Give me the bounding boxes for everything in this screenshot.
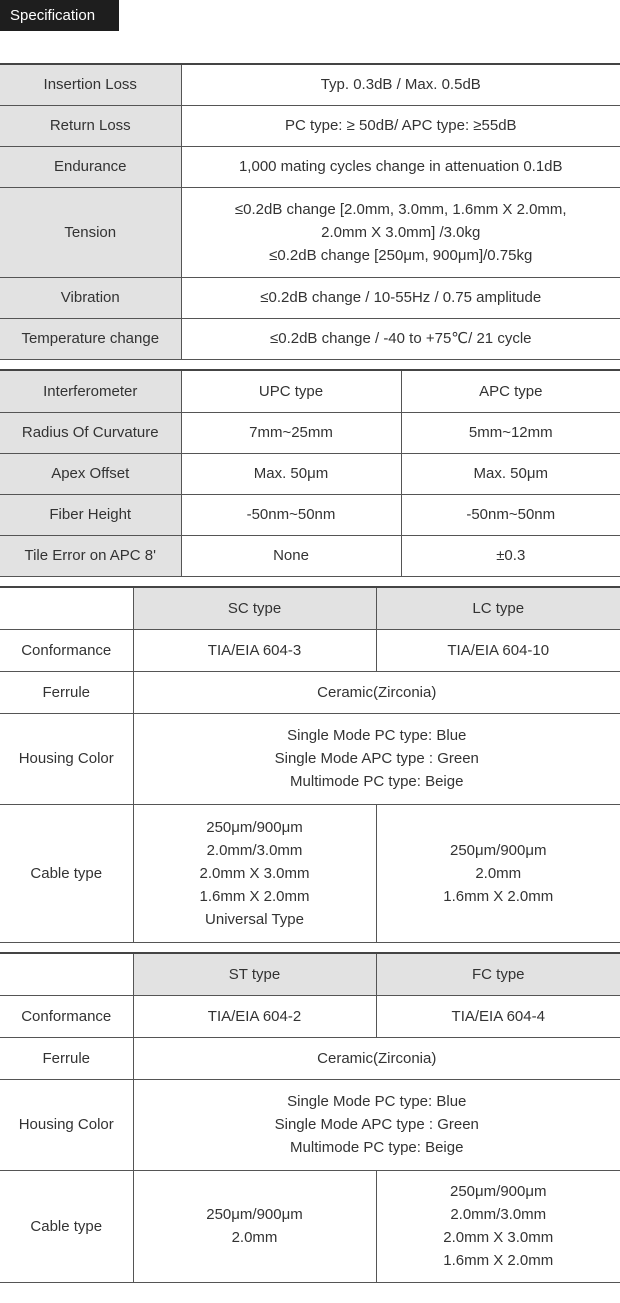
- header-empty: [0, 587, 133, 629]
- fc-value: 250μm/900μm 2.0mm/3.0mm 2.0mm X 3.0mm 1.6mm X 2.0mm: [376, 1170, 620, 1282]
- table-row: [0, 995, 620, 1037]
- sc-value: TIA/EIA 604-3: [133, 629, 376, 671]
- row-label: Ferrule: [0, 671, 133, 713]
- row-label: Return Loss: [0, 105, 181, 146]
- row-value: PC type: ≥ 50dB/ APC type: ≥55dB: [181, 105, 620, 146]
- row-label: Vibration: [0, 277, 181, 318]
- table-row: [0, 671, 620, 713]
- table-row: [0, 629, 620, 671]
- row-value: Typ. 0.3dB / Max. 0.5dB: [181, 64, 620, 105]
- row-label: Conformance: [0, 995, 133, 1037]
- row-label: Tile Error on APC 8': [0, 535, 181, 576]
- table-header-row: [0, 370, 620, 412]
- header-label: Interferometer: [0, 370, 181, 412]
- row-label: Tension: [0, 187, 181, 277]
- housing-value: Single Mode PC type: Blue Single Mode APC type : Green Multimode PC type: Beige: [133, 713, 620, 804]
- row-label: Fiber Height: [0, 494, 181, 535]
- row-label: Cable type: [0, 1170, 133, 1282]
- sc-lc-table: [0, 586, 620, 943]
- table-row: [0, 804, 620, 942]
- header-st: ST type: [133, 953, 376, 995]
- row-label: Insertion Loss: [0, 64, 181, 105]
- sc-value: 250μm/900μm 2.0mm/3.0mm 2.0mm X 3.0mm 1.6mm X 2.0mm Universal Type: [133, 804, 376, 942]
- st-fc-table: [0, 952, 620, 1283]
- row-value: ≤0.2dB change / -40 to +75℃/ 21 cycle: [181, 318, 620, 359]
- header-fc: FC type: [376, 953, 620, 995]
- header-apc: APC type: [401, 370, 620, 412]
- header-sc: SC type: [133, 587, 376, 629]
- table-row: [0, 412, 620, 453]
- row-label: Ferrule: [0, 1037, 133, 1079]
- table-row: [0, 1170, 620, 1282]
- upc-value: Max. 50μm: [181, 453, 401, 494]
- row-value: 1,000 mating cycles change in attenuation 0.1dB: [181, 146, 620, 187]
- table-header-row: [0, 953, 620, 995]
- table-row: [0, 105, 620, 146]
- fc-value: TIA/EIA 604-4: [376, 995, 620, 1037]
- header-lc: LC type: [376, 587, 620, 629]
- row-label: Cable type: [0, 804, 133, 942]
- apc-value: 5mm~12mm: [401, 412, 620, 453]
- header-upc: UPC type: [181, 370, 401, 412]
- row-label: Endurance: [0, 146, 181, 187]
- apc-value: -50nm~50nm: [401, 494, 620, 535]
- row-value: ≤0.2dB change / 10-55Hz / 0.75 amplitude: [181, 277, 620, 318]
- row-label: Housing Color: [0, 713, 133, 804]
- table-header-row: [0, 587, 620, 629]
- row-label: Apex Offset: [0, 453, 181, 494]
- section-badge: Specification: [0, 0, 119, 31]
- apc-value: Max. 50μm: [401, 453, 620, 494]
- lc-value: TIA/EIA 604-10: [376, 629, 620, 671]
- row-label: Radius Of Curvature: [0, 412, 181, 453]
- table-row: [0, 146, 620, 187]
- header-empty: [0, 953, 133, 995]
- spec-table: [0, 63, 620, 360]
- table-row: [0, 64, 620, 105]
- table-row: [0, 187, 620, 277]
- row-label: Conformance: [0, 629, 133, 671]
- table-row: [0, 1037, 620, 1079]
- st-value: 250μm/900μm 2.0mm: [133, 1170, 376, 1282]
- table-row: [0, 453, 620, 494]
- interferometer-table: [0, 369, 620, 577]
- housing-value: Single Mode PC type: Blue Single Mode APC type : Green Multimode PC type: Beige: [133, 1079, 620, 1170]
- table-row: [0, 277, 620, 318]
- upc-value: -50nm~50nm: [181, 494, 401, 535]
- row-label: Housing Color: [0, 1079, 133, 1170]
- table-row: [0, 535, 620, 576]
- row-label: Temperature change: [0, 318, 181, 359]
- apc-value: ±0.3: [401, 535, 620, 576]
- ferrule-value: Ceramic(Zirconia): [133, 1037, 620, 1079]
- table-row: [0, 494, 620, 535]
- upc-value: 7mm~25mm: [181, 412, 401, 453]
- upc-value: None: [181, 535, 401, 576]
- table-row: [0, 318, 620, 359]
- st-value: TIA/EIA 604-2: [133, 995, 376, 1037]
- table-row: [0, 713, 620, 804]
- ferrule-value: Ceramic(Zirconia): [133, 671, 620, 713]
- table-row: [0, 1079, 620, 1170]
- lc-value: 250μm/900μm 2.0mm 1.6mm X 2.0mm: [376, 804, 620, 942]
- row-value: ≤0.2dB change [2.0mm, 3.0mm, 1.6mm X 2.0mm, 2.0mm X 3.0mm] /3.0kg ≤0.2dB change [250μm, 900μm]/0.75kg: [181, 187, 620, 277]
